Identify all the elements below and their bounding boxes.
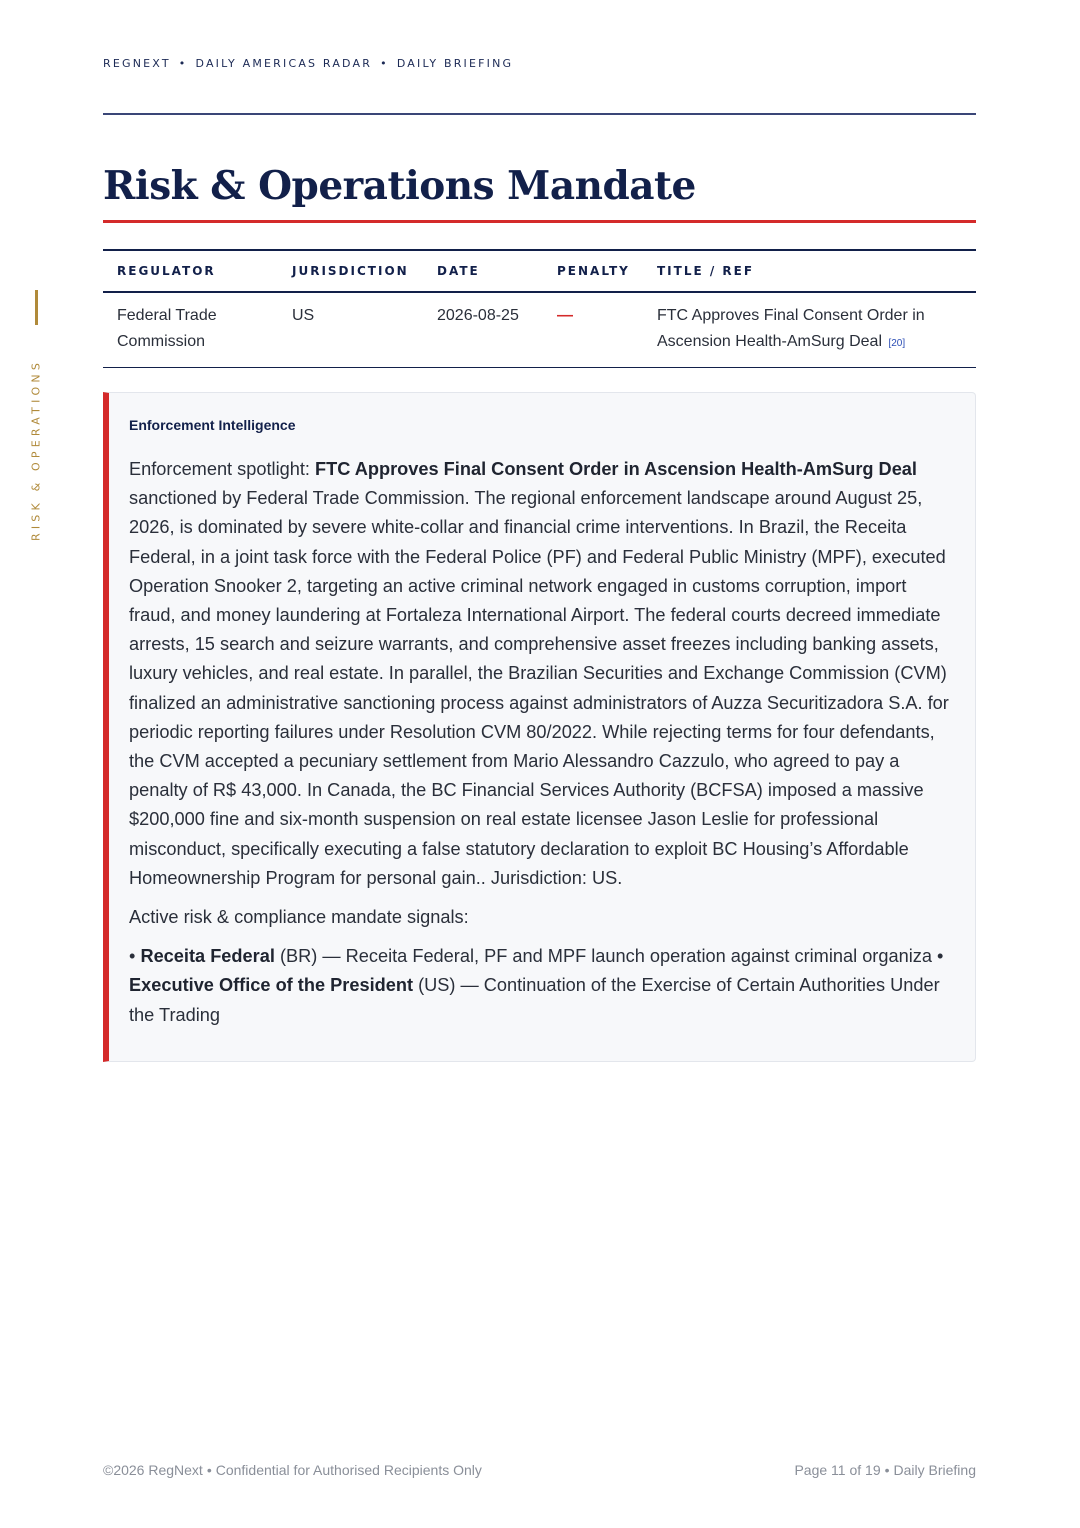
header-type: DAILY BRIEFING xyxy=(396,57,514,70)
footer-left xyxy=(103,1462,482,1478)
title-rule xyxy=(103,220,976,223)
enforcement-intelligence-card xyxy=(103,392,976,1062)
header-separator: • xyxy=(380,57,389,70)
section-side-label: RISK & OPERATIONS xyxy=(29,359,43,541)
title-text: FTC Approves Final Consent Order in Ascension Health-AmSurg Deal xyxy=(657,307,925,350)
footer-right xyxy=(794,1462,976,1478)
spotlight-title: FTC Approves Final Consent Order in Ascension Health-AmSurg Deal xyxy=(315,459,917,479)
column-header-title-ref: TITLE / REF xyxy=(643,250,976,292)
header-rule xyxy=(103,113,976,115)
running-header xyxy=(103,57,513,70)
spotlight-paragraph xyxy=(129,455,953,893)
footer-doc-type: Daily Briefing xyxy=(893,1462,976,1478)
header-brand: REGNEXT xyxy=(103,57,171,70)
signal-detail: (BR) — Receita Federal, PF and MPF launch operation against criminal organiza xyxy=(274,946,938,967)
reference-link[interactable]: [20] xyxy=(888,338,906,349)
signal-bullet: • xyxy=(129,946,136,967)
card-heading: Enforcement Intelligence xyxy=(129,417,296,433)
enforcement-table xyxy=(103,249,976,368)
signals-heading: Active risk & compliance mandate signals: xyxy=(129,907,469,928)
header-separator: • xyxy=(178,57,188,70)
signal-name: Executive Office of the President xyxy=(129,975,414,996)
footer-separator: • xyxy=(884,1462,890,1478)
footer-page-number: Page 11 of 19 xyxy=(794,1462,881,1478)
column-header-penalty: PENALTY xyxy=(543,250,643,292)
signal-detail: (US) — Continuation of the Exercise of Certain Authorities Under the Trading xyxy=(129,975,940,1025)
footer-separator: • xyxy=(206,1462,212,1478)
cell-title-ref xyxy=(643,292,976,368)
table-row xyxy=(103,292,976,368)
footer-copyright: ©2026 RegNext xyxy=(103,1462,203,1478)
table-header-row xyxy=(103,250,976,292)
spotlight-prefix: Enforcement spotlight: xyxy=(129,459,316,479)
column-header-jurisdiction: JURISDICTION xyxy=(278,250,423,292)
column-header-date: DATE xyxy=(423,250,543,292)
signals-list xyxy=(129,942,953,1030)
cell-date: 2026-08-25 xyxy=(437,307,519,324)
column-header-regulator: REGULATOR xyxy=(103,250,278,292)
page-title: Risk & Operations Mandate xyxy=(103,163,696,209)
signal-name: Receita Federal xyxy=(140,946,275,967)
cell-regulator xyxy=(103,292,278,368)
header-edition: DAILY AMERICAS RADAR xyxy=(195,57,373,70)
signal-bullet: • xyxy=(937,946,944,967)
cell-jurisdiction: US xyxy=(292,307,315,324)
regulator-text: Federal Trade Commission xyxy=(117,307,217,350)
section-marker-bar xyxy=(35,290,38,325)
spotlight-body: sanctioned by Federal Trade Commission. The regional enforcement landscape around August 25, 2026, is dominated by severe white-collar and financial crime interventions. In Brazil, the Receita Federal, in a joint task force with the Federal Police (PF) and Federal Public Ministry (MPF), executed Operation Snooker 2, targeting an active criminal network engaged in customs corruption, import fraud, and money laundering at Fortaleza International Airport. The federal courts decreed immediate arrests, 15 search and seizure warrants, and comprehensive asset freezes including banking assets, luxury vehicles, and real estate. In parallel, the Brazilian Securities and Exchange Commission (CVM) finalized an administrative sanctioning process against administrators of Auzza Securitizadora S.A. for periodic reporting failures under Resolution CVM 80/2022. While rejecting terms for four defendants, the CVM accepted a pecuniary settlement from Mario Alessandro Cazzulo, who agreed to pay a penalty of R$ 43,000. In Canada, the BC Financial Services Authority (BCFSA) imposed a massive $200,000 fine and six-month suspension on real estate licensee Jason Leslie for professional misconduct, specifically executing a false statutory declaration to exploit BC Housing’s Affordable Homeownership Program for personal gain.. Jurisdiction: US. xyxy=(129,488,949,888)
cell-penalty: — xyxy=(557,307,573,324)
footer-confidential: Confidential for Authorised Recipients Only xyxy=(215,1462,482,1478)
